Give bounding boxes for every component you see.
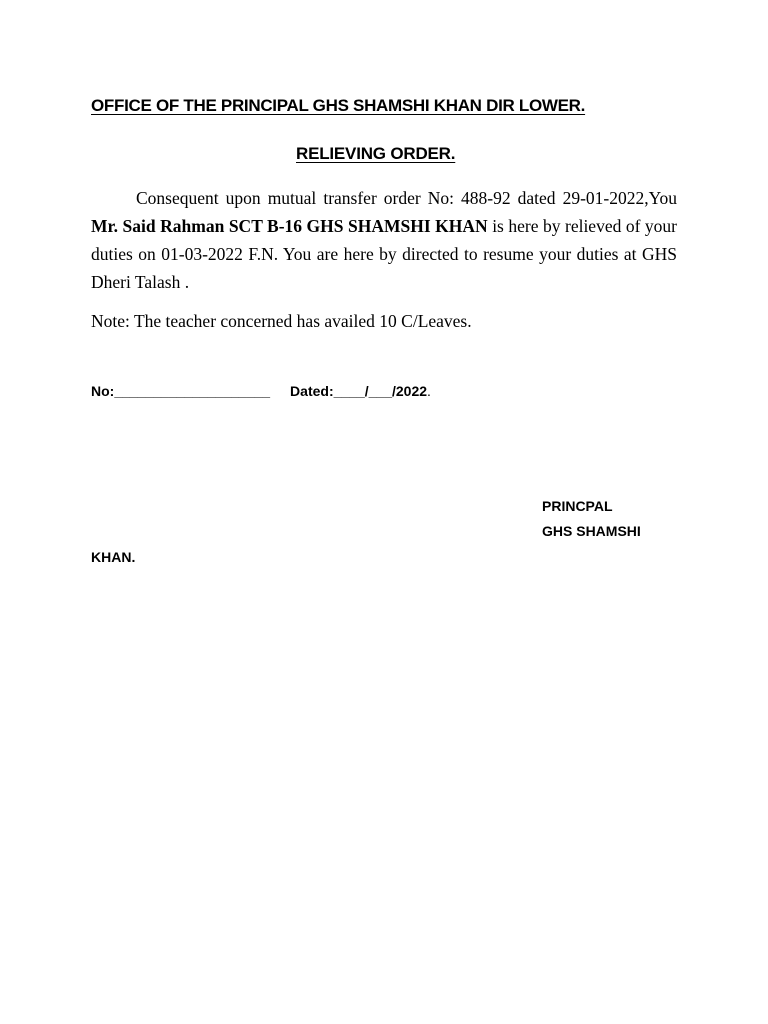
reference-date: Dated:____/___/2022 — [290, 383, 428, 399]
order-paragraph — [91, 184, 677, 296]
reference-number: No:____________________ — [91, 383, 271, 399]
reference-date-end: . — [427, 383, 431, 399]
teacher-name: Mr. Said Rahman SCT B-16 GHS SHAMSHI KHAN — [91, 216, 488, 236]
signature-title: PRINCPAL — [542, 498, 613, 514]
order-paragraph-rest: is here by relieved of your duties on 01-03-2022 F.N. You are here by directed to resume your duties at GHS Dheri Talash . — [91, 216, 678, 292]
leave-note: Note: The teacher concerned has availed 10 C/Leaves. — [91, 311, 472, 331]
order-title: RELIEVING ORDER. — [296, 144, 456, 163]
reference-line — [91, 383, 431, 399]
signature-school: GHS SHAMSHI — [542, 523, 641, 539]
signature-school-continued: KHAN. — [91, 549, 136, 565]
office-title: OFFICE OF THE PRINCIPAL GHS SHAMSHI KHAN DIR LOWER. — [91, 96, 586, 115]
order-paragraph-intro: Consequent upon mutual transfer order No: 488-92 dated 29-01-2022,You — [136, 188, 677, 208]
